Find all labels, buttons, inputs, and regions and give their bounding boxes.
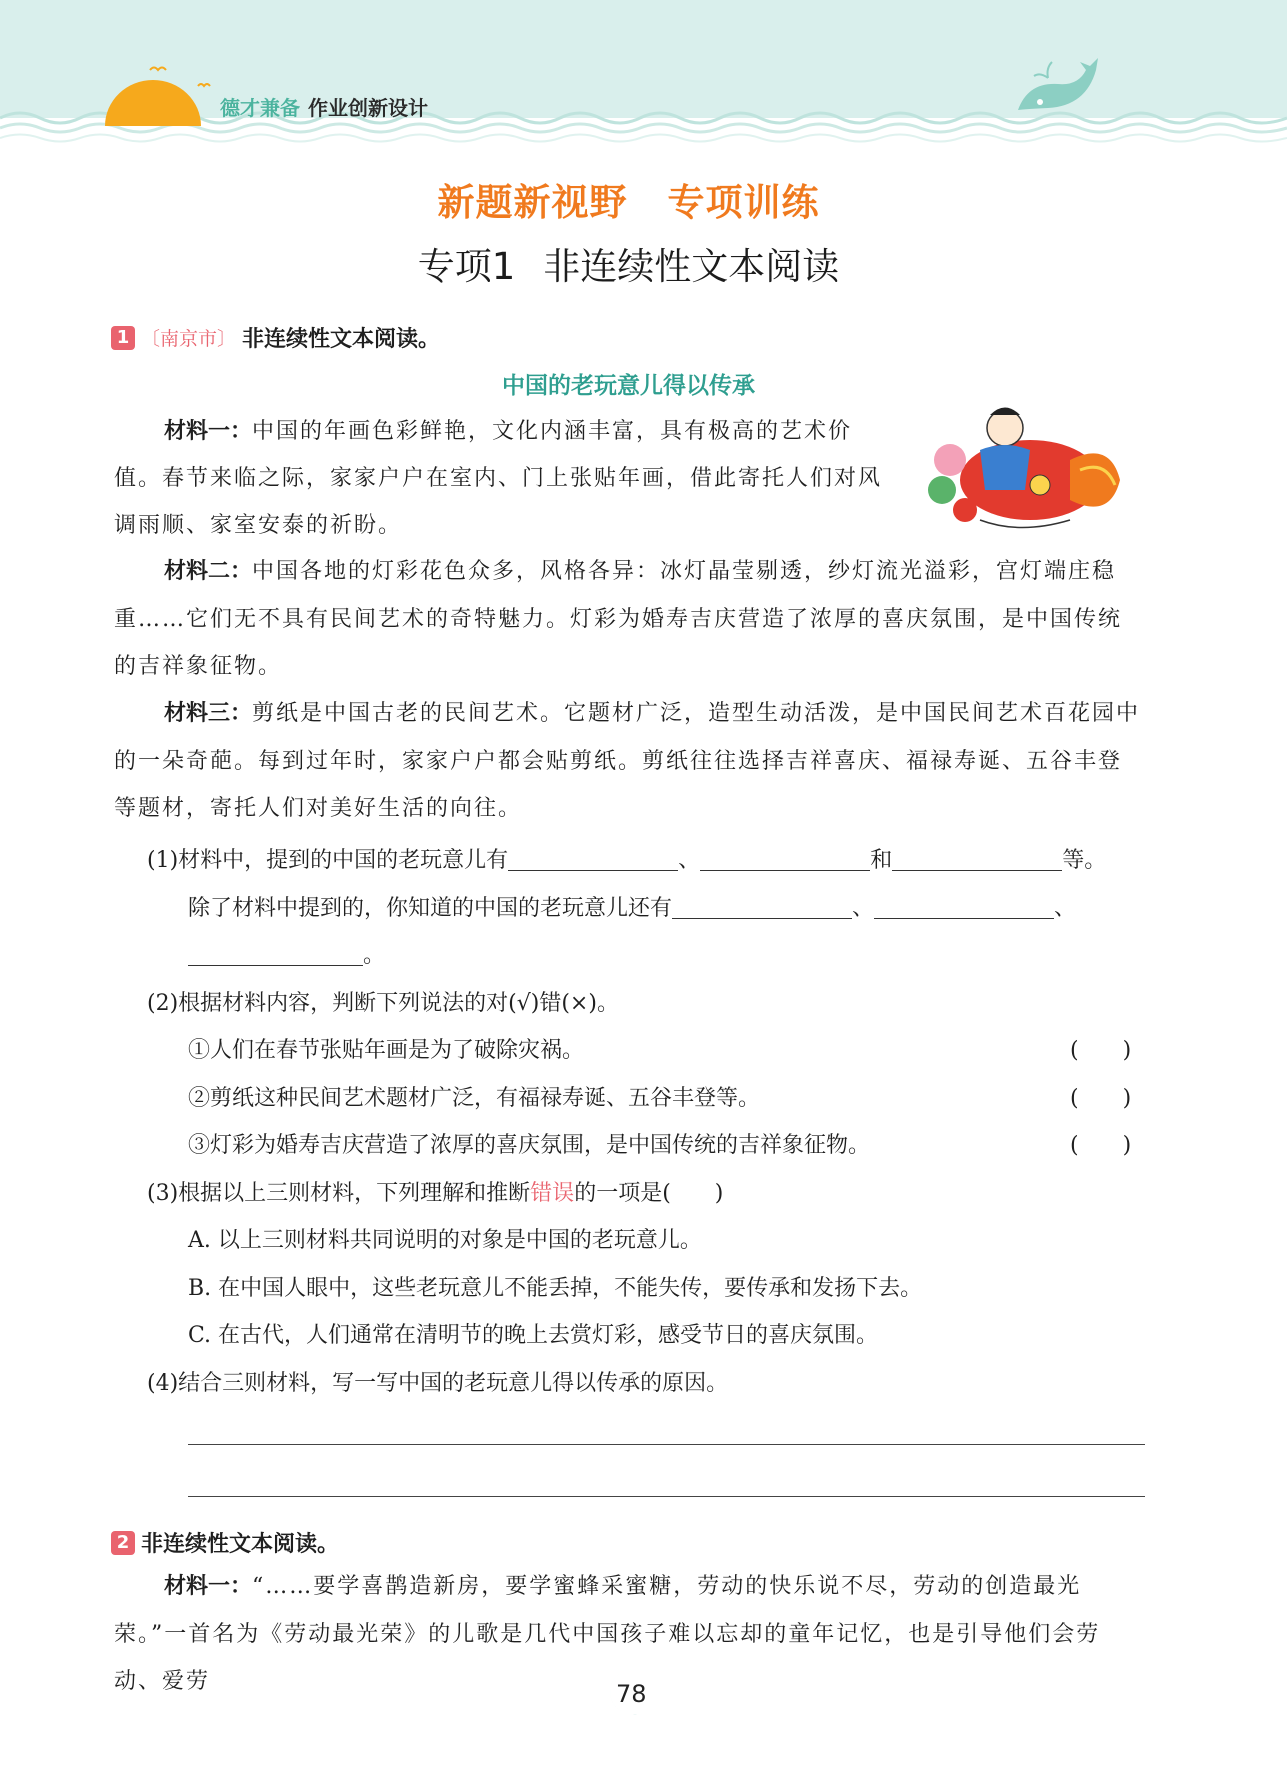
article-title: 中国的老玩意儿得以传承	[502, 373, 755, 399]
material-1-text-1: 中国的年画色彩鲜艳，文化内涵丰富，具有极高的艺术价	[252, 419, 853, 444]
question-1-title: 非连续性文本阅读。	[242, 327, 441, 352]
question-2-heading	[111, 1527, 339, 1558]
answer-blank-4[interactable]	[672, 896, 852, 919]
subquestion-1-prompt: (1)材料中，提到的中国的老玩意儿有	[147, 848, 509, 873]
option-a: A. 以上三则材料共同说明的对象是中国的老玩意儿。	[188, 1228, 702, 1253]
header-band	[0, 0, 1287, 150]
answer-blank-1[interactable]	[508, 848, 678, 871]
option-c: C. 在古代，人们通常在清明节的晚上去赏灯彩，感受节日的喜庆氛围。	[188, 1323, 879, 1348]
subquestion-1-end: 等。	[1062, 848, 1107, 873]
separator: 、	[678, 848, 701, 873]
question-number-badge: 1	[111, 326, 135, 350]
judge-paren-1[interactable]: ( )	[1070, 1038, 1132, 1063]
statement-2: ②剪纸这种民间艺术题材广泛，有福禄寿诞、五谷丰登等。	[188, 1086, 761, 1111]
question-number-badge: 2	[111, 1531, 135, 1555]
subquestion-3-end: 的一项是( )	[574, 1181, 724, 1206]
answer-blank-6[interactable]	[188, 943, 363, 966]
subquestion-3-prompt: (3)根据以上三则材料，下列理解和推断	[147, 1181, 531, 1206]
answer-blank-5[interactable]	[874, 896, 1054, 919]
brand	[220, 92, 428, 121]
page-number	[600, 1668, 660, 1718]
judge-paren-3[interactable]: ( )	[1070, 1133, 1132, 1158]
material-2-text: 中国各地的灯彩花色众多，风格各异：冰灯晶莹剔透，纱灯流光溢彩，宫灯端庄稳重……它们无不具有民间艺术的奇特魅力。灯彩为婚寿吉庆营造了浓厚的喜庆氛围，是中国传统的吉祥象征物。	[114, 559, 1123, 679]
subquestion-4: (4)结合三则材料，写一写中国的老玩意儿得以传承的原因。	[147, 1371, 729, 1396]
page-title	[0, 172, 1257, 226]
answer-blank-2[interactable]	[700, 848, 870, 871]
subquestion-1	[147, 843, 1106, 874]
brand-accent: 德才兼备	[220, 96, 300, 120]
statement-1: ①人们在春节张贴年画是为了破除灾祸。	[188, 1038, 585, 1063]
subquestion-2: (2)根据材料内容，判断下列说法的对(√)错(×)。	[147, 991, 619, 1016]
page-subtitle-left: 专项1	[417, 245, 516, 288]
subquestion-1-extra	[188, 891, 1076, 922]
subquestion-3	[147, 1176, 723, 1207]
period: 。	[363, 943, 386, 968]
separator: 、	[852, 896, 875, 921]
page-subtitle	[0, 236, 1257, 290]
answer-line-1[interactable]	[188, 1444, 1145, 1445]
material-1-line-1	[164, 414, 852, 445]
page-title-right: 专项训练	[667, 181, 820, 224]
region-tag: 〔南京市〕	[141, 328, 237, 350]
page-number-text: 78	[616, 1680, 647, 1708]
material-2	[114, 548, 1144, 691]
separator: 、	[1054, 896, 1077, 921]
material-1-text-2: 值。春节来临之际，家家户户在室内、门上张贴年画，借此寄托人们对风	[114, 466, 883, 491]
option-b: B. 在中国人眼中，这些老玩意儿不能丢掉，不能失传，要传承和发扬下去。	[188, 1276, 923, 1301]
material-2-label: 材料二：	[164, 559, 253, 584]
statement-3: ③灯彩为婚寿吉庆营造了浓厚的喜庆氛围，是中国传统的吉祥象征物。	[188, 1133, 871, 1158]
subquestion-1-extra-prompt: 除了材料中提到的，你知道的中国的老玩意儿还有	[188, 896, 673, 921]
question-2-title: 非连续性文本阅读。	[141, 1532, 340, 1557]
answer-blank-3[interactable]	[892, 848, 1062, 871]
separator-and: 和	[870, 848, 893, 873]
material-3-label: 材料三：	[164, 701, 253, 726]
emphasis-wrong: 错误	[530, 1181, 575, 1206]
page-subtitle-right: 非连续性文本阅读	[543, 245, 840, 288]
q2-material-1-label: 材料一：	[164, 1574, 253, 1599]
q2-material-1-text: “……要学喜鹊造新房，要学蜜蜂采蜜糖，劳动的快乐说不尽，劳动的创造最光荣。”一首名为《劳动最光荣》的儿歌是几代中国孩子难以忘却的童年记忆，也是引导他们会劳动、爱劳	[114, 1574, 1101, 1694]
material-1-text-3: 调雨顺、家室安泰的祈盼。	[114, 513, 403, 538]
new-year-painting-illustration	[920, 400, 1125, 535]
question-1-heading	[111, 322, 440, 353]
brand-main: 作业创新设计	[308, 96, 428, 120]
material-3-text: 剪纸是中国古老的民间艺术。它题材广泛，造型生动活泼，是中国民间艺术百花园中的一朵奇葩。每到过年时，家家户户都会贴剪纸。剪纸往往选择吉祥喜庆、福禄寿诞、五谷丰登等题材，寄托人们对美好生活的向往。	[114, 701, 1141, 821]
subquestion-1-extra-2	[188, 938, 385, 969]
page-title-left: 新题新视野	[437, 181, 628, 224]
material-1-label: 材料一：	[164, 419, 253, 444]
judge-paren-2[interactable]: ( )	[1070, 1086, 1132, 1111]
answer-line-2[interactable]	[188, 1496, 1145, 1497]
material-3	[114, 690, 1144, 833]
